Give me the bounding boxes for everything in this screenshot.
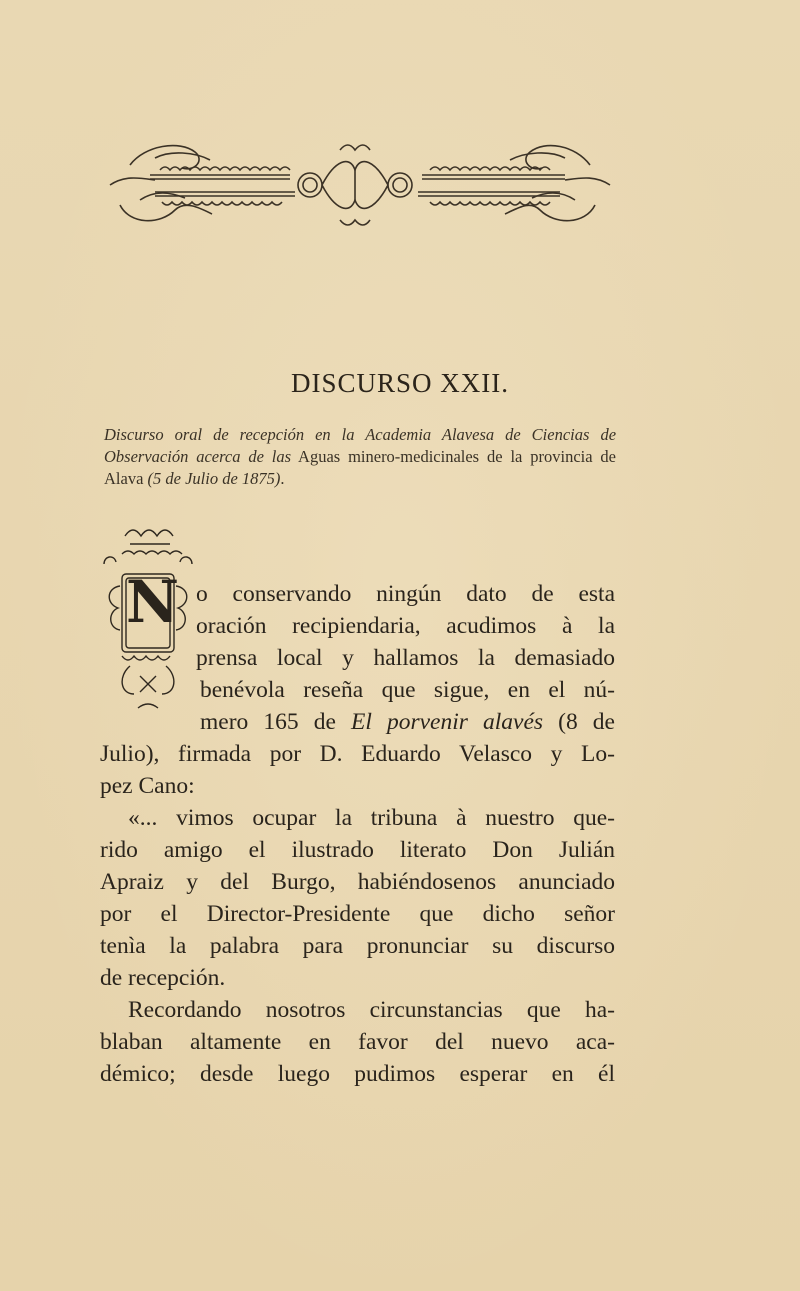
subtitle-date: (5 de Julio de 1875) <box>147 469 281 488</box>
text-line: o conservando ningún dato de esta <box>196 581 615 607</box>
text-fragment: (8 de <box>543 709 615 735</box>
text-line: benévola reseña que sigue, en el nú- <box>200 677 615 703</box>
text-line: démico; desde luego pudimos esperar en él <box>100 1061 615 1087</box>
text-line: prensa local y hallamos la demasiado <box>196 645 615 671</box>
text-line: Apraiz y del Burgo, habiéndosenos anunciado <box>100 869 615 895</box>
text-line: Recordando nosotros circunstancias que ha- <box>128 997 615 1023</box>
page-title: DISCURSO XXII. <box>290 368 510 398</box>
text-line: «... vimos ocupar la tribuna à nuestro que- <box>128 805 615 831</box>
subtitle-line2-roman: Aguas minero-medicinales de <box>291 447 503 466</box>
text-line: de recepción. <box>100 965 226 991</box>
text-line: por el Director-Presidente que dicho señor <box>100 901 615 927</box>
subtitle-line3-roman: la provincia de Alava <box>104 447 617 488</box>
text-line <box>100 706 615 738</box>
text-line: Julio), firmada por D. Eduardo Velasco y Lo- <box>100 741 615 767</box>
drop-cap-letter: N <box>126 568 180 636</box>
subtitle-line1: Discurso oral de recepción en la Academia Alavesa de Ciencias <box>104 425 590 444</box>
text-line: tenìa la palabra para pronunciar su discurso <box>100 933 615 959</box>
text-line: pez Cano: <box>100 773 195 799</box>
header-ornament <box>100 130 620 235</box>
subtitle-line2-italic: de Observación acerca de las <box>104 425 617 466</box>
text-line: blaban altamente en favor del nuevo aca- <box>100 1029 615 1055</box>
text-line: oración recipiendaria, acudimos à la <box>196 613 615 639</box>
body-text <box>100 578 615 1090</box>
subtitle-end: . <box>280 469 285 488</box>
text-fragment: mero 165 de <box>200 709 351 735</box>
discourse-subtitle <box>104 424 616 490</box>
newspaper-title: El porvenir alavés <box>351 709 544 735</box>
text-line: rido amigo el ilustrado literato Don Julián <box>100 837 615 863</box>
